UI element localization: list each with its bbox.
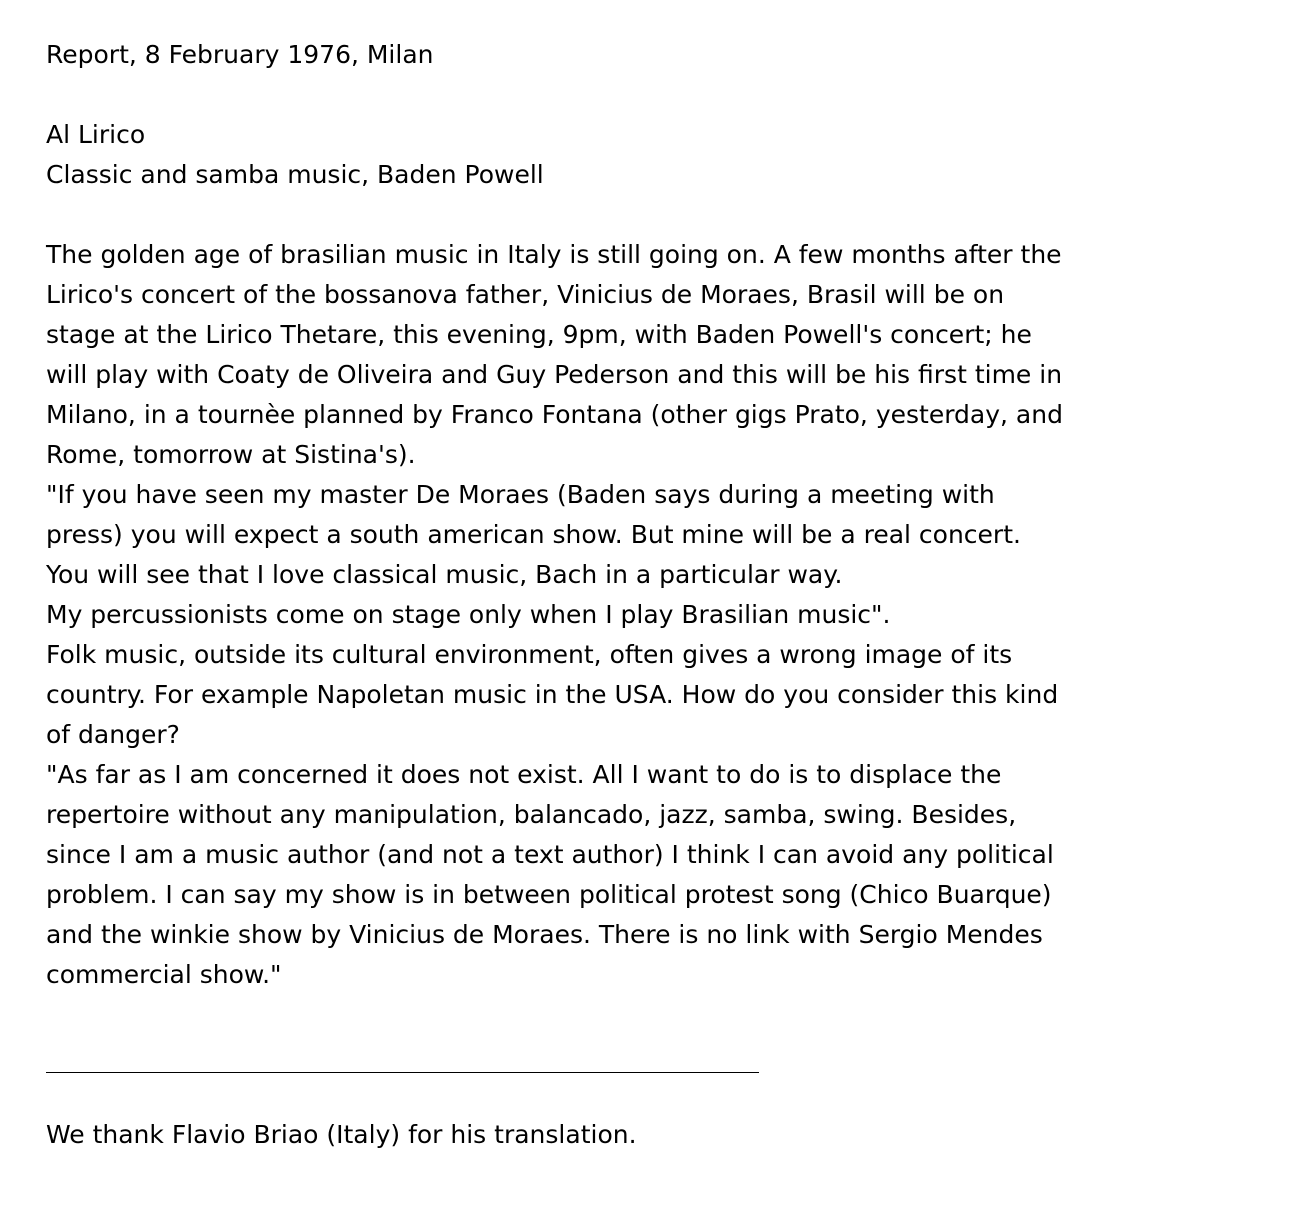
- body-line: Lirico's concert of the bossanova father, Vinicius de Moraes, Brasil will be on: [46, 280, 1005, 309]
- body-line: The golden age of brasilian music in Italy is still going on. A few months after the: [46, 240, 1062, 269]
- separator-rule: [46, 1072, 759, 1073]
- body-line: "As far as I am concerned it does not exist. All I want to do is to displace the: [46, 760, 1002, 789]
- body-line: will play with Coaty de Oliveira and Guy Pederson and this will be his first time in: [46, 360, 1063, 389]
- body-line: commercial show.": [46, 960, 282, 989]
- spacer: [46, 995, 1246, 1035]
- spacer: [46, 195, 1246, 235]
- translation-credit: We thank Flavio Briao (Italy) for his translation.: [46, 1120, 637, 1149]
- venue-title: Al Lirico: [46, 120, 146, 149]
- body-line: You will see that I love classical music, Bach in a particular way.: [46, 560, 843, 589]
- body-line: country. For example Napoletan music in the USA. How do you consider this kind: [46, 680, 1059, 709]
- report-dateline: Report, 8 February 1976, Milan: [46, 40, 434, 69]
- body-line: "If you have seen my master De Moraes (Baden says during a meeting with: [46, 480, 995, 509]
- body-line: and the winkie show by Vinicius de Moraes. There is no link with Sergio Mendes: [46, 920, 1043, 949]
- article-body: [46, 235, 1246, 995]
- body-line: My percussionists come on stage only when I play Brasilian music".: [46, 600, 891, 629]
- body-line: of danger?: [46, 720, 180, 749]
- body-line: repertoire without any manipulation, balancado, jazz, samba, swing. Besides,: [46, 800, 1017, 829]
- body-line: press) you will expect a south american show. But mine will be a real concert.: [46, 520, 1021, 549]
- body-line: Milano, in a tournèe planned by Franco Fontana (other gigs Prato, yesterday, and: [46, 400, 1063, 429]
- event-subtitle: Classic and samba music, Baden Powell: [46, 160, 544, 189]
- spacer: [46, 75, 1246, 115]
- body-line: Rome, tomorrow at Sistina's).: [46, 440, 416, 469]
- body-line: Folk music, outside its cultural environment, often gives a wrong image of its: [46, 640, 1013, 669]
- body-line: since I am a music author (and not a text author) I think I can avoid any political: [46, 840, 1054, 869]
- body-line: problem. I can say my show is in between political protest song (Chico Buarque): [46, 880, 1052, 909]
- body-line: stage at the Lirico Thetare, this evening, 9pm, with Baden Powell's concert; he: [46, 320, 1032, 349]
- document-content: [46, 35, 1246, 1155]
